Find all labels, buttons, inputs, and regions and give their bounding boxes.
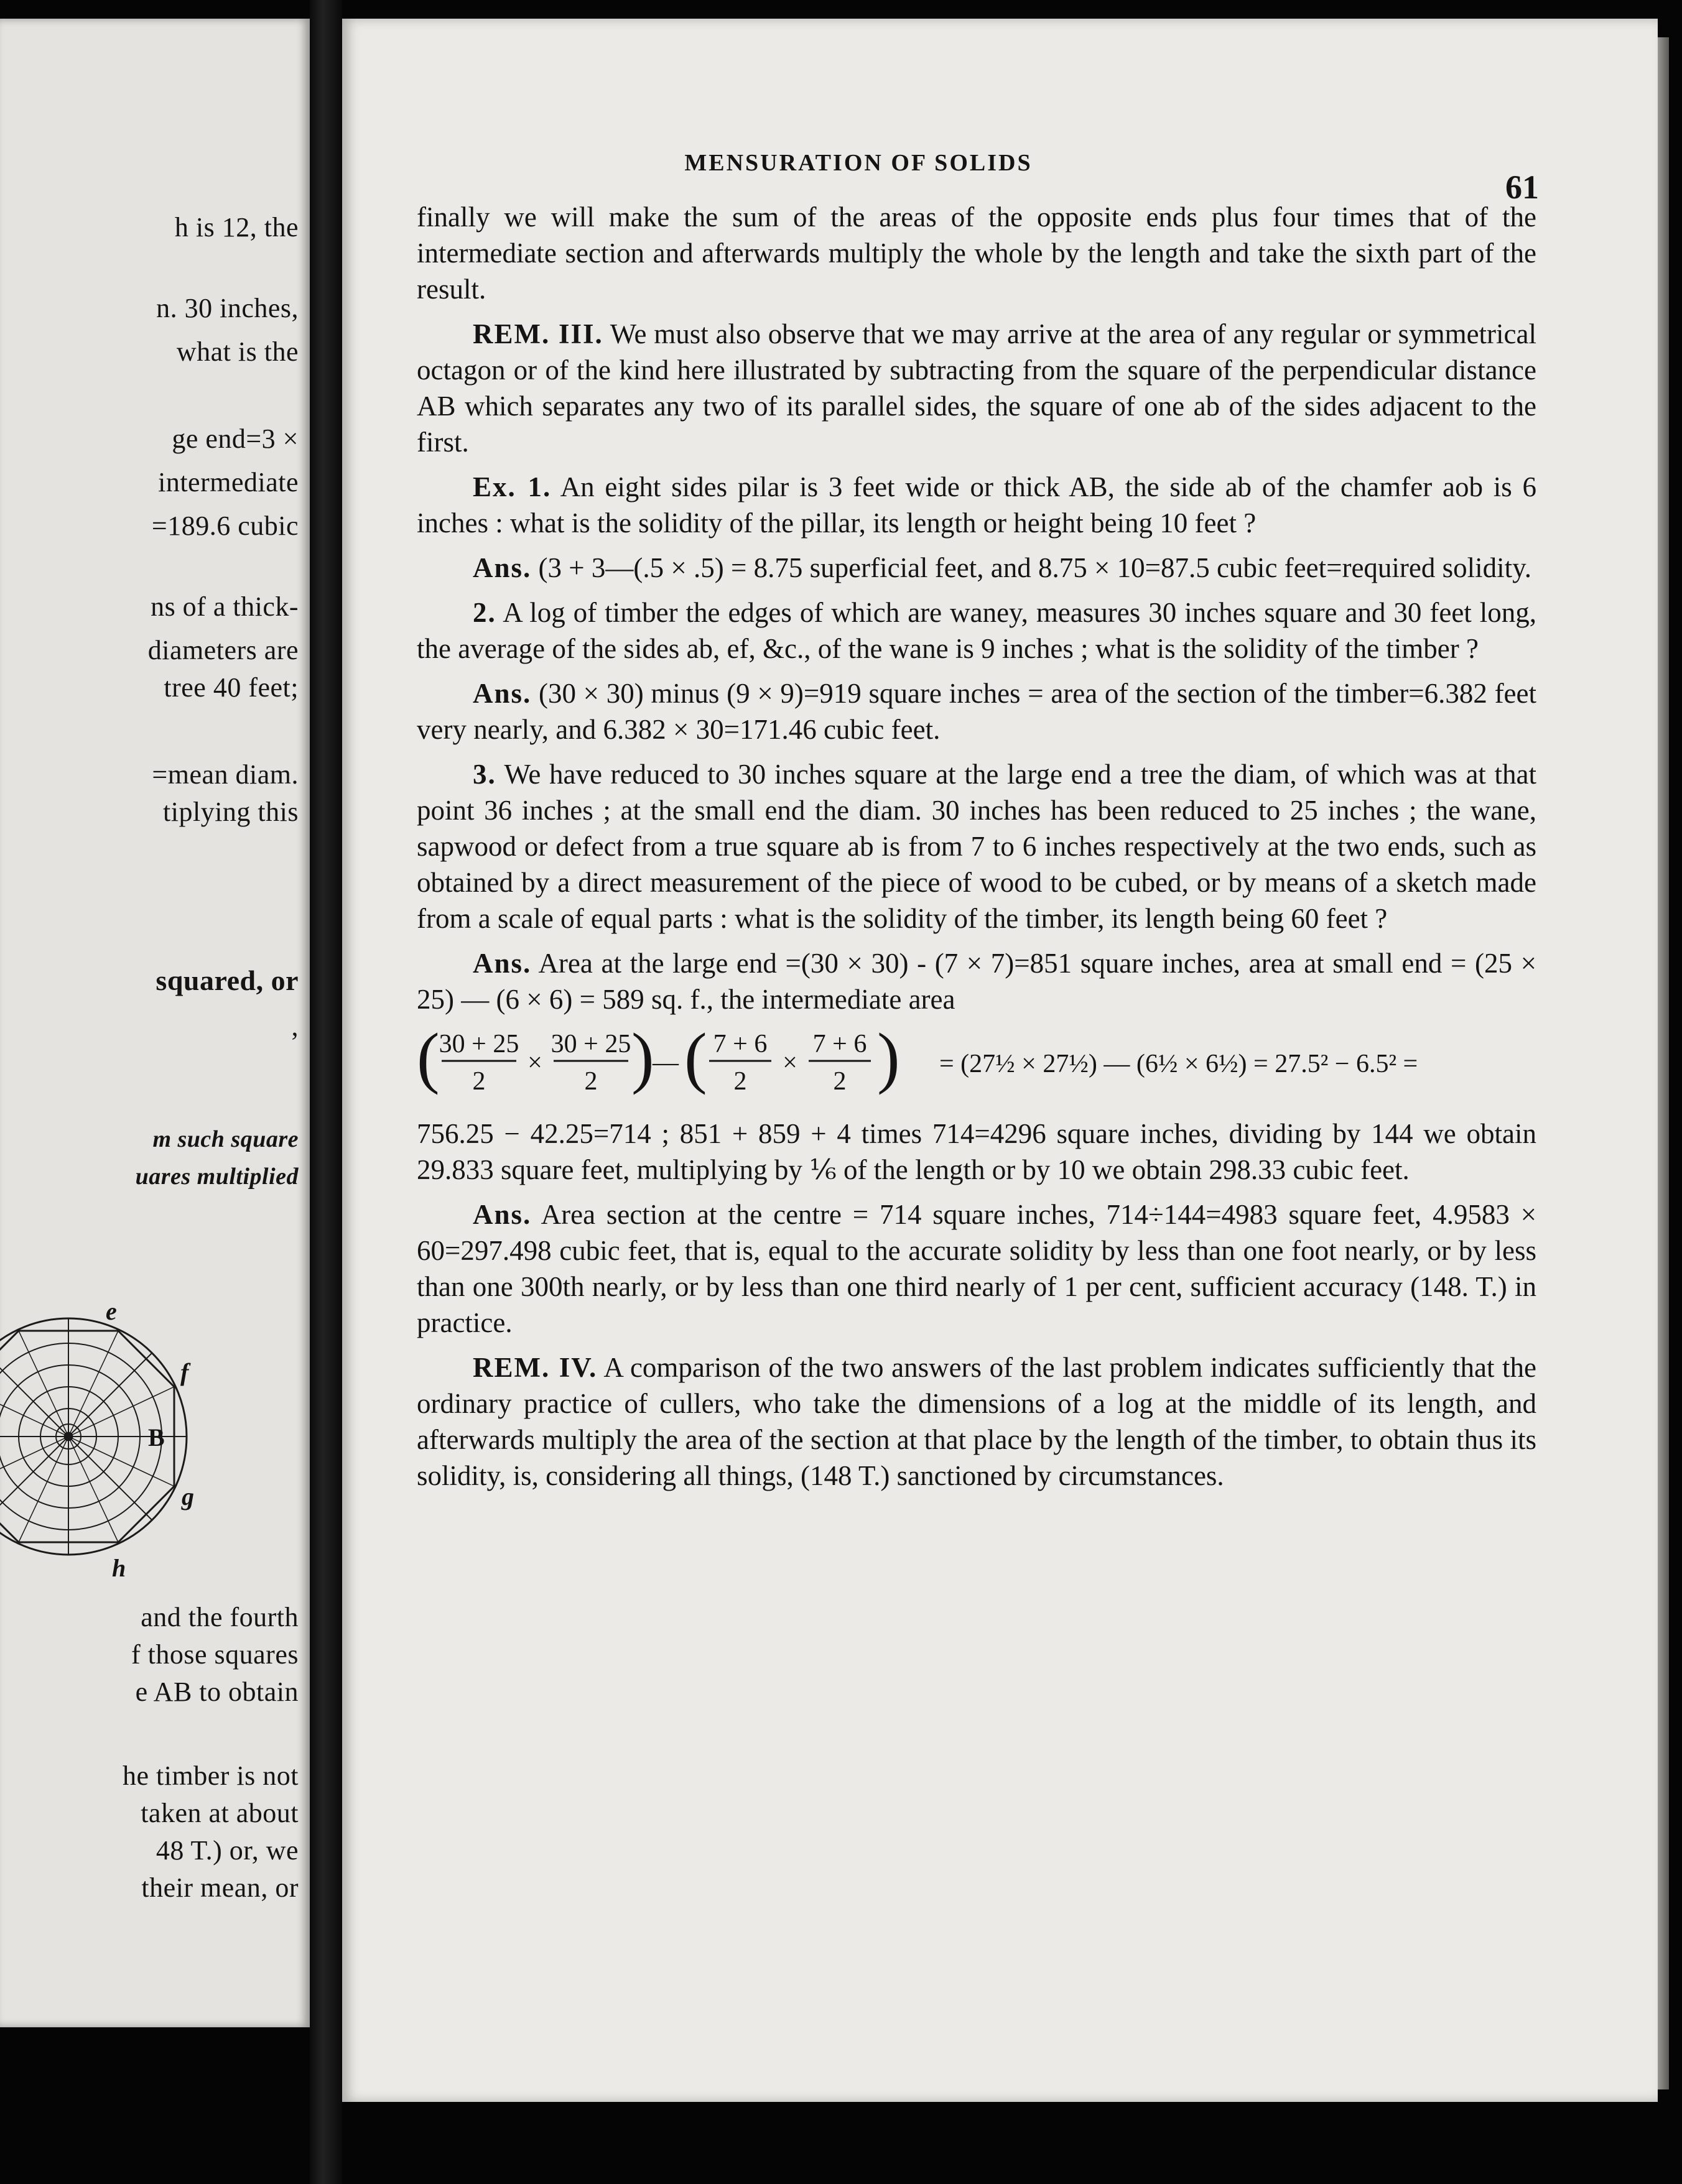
ans4-text: Area section at the centre = 714 square inches, 714÷144=4983 square feet, 4.9583 × 60=297.498 cubic feet, that is, equal to the accurate solidity by less than one foot nearly, or by less than one 300th nearly, or by less than one third nearly of 1 per cent, sufficient accuracy (148. T.) in practice.: [417, 1199, 1536, 1338]
left-line: m such square: [152, 1126, 299, 1152]
fraction-numerator: 7 + 6: [812, 1030, 867, 1058]
ex2-text: A log of timber the edges of which are waney, measures 30 inches square and 30 feet long, the average of the sides ab, ef, &c., of the wane is 9 inches ; what is the solidity of the timber ?: [417, 597, 1536, 664]
diagram-label-e: e: [106, 1297, 117, 1325]
left-line: squared, or: [156, 965, 299, 996]
paragraph-text: finally we will make the sum of the areas of the opposite ends plus four times that of the intermediate section and afterwards multiply the whole by the length and take the sixth part of the result.: [417, 201, 1536, 305]
times-sign: ×: [783, 1048, 797, 1077]
left-line: he timber is not: [123, 1761, 299, 1791]
book-gutter: [310, 0, 342, 2184]
ans3-text: Area at the large end =(30 × 30) - (7 × 7)=851 square inches, area at small end = (25 × 25) — (6 × 6) = 589 sq. f., the intermediate area: [417, 948, 1536, 1015]
left-line: and the fourth: [141, 1602, 299, 1632]
paragraph-rem4: [417, 1349, 1536, 1494]
rem4-lead: REM. IV.: [473, 1352, 598, 1383]
octagon-cross-section-diagram: [0, 1293, 199, 1592]
intermediate-area-formula: [417, 1021, 1536, 1108]
fraction-numerator: 30 + 25: [551, 1030, 631, 1058]
page-number: 61: [1505, 169, 1539, 206]
paren-open: (: [417, 1021, 440, 1095]
ans2-lead: Ans.: [473, 678, 532, 709]
ans2-text: (30 × 30) minus (9 × 9)=919 square inches = area of the section of the timber=6.382 feet very nearly, and 6.382 × 30=171.46 cubic feet.: [417, 678, 1537, 745]
fraction-numerator: 7 + 6: [713, 1030, 768, 1058]
left-line: uares multiplied: [135, 1164, 299, 1190]
left-line: taken at about: [141, 1798, 299, 1828]
fraction-denominator: 2: [584, 1067, 598, 1096]
left-page-fragment: [0, 19, 310, 2027]
left-line: diameters are: [147, 635, 299, 665]
paren-close: ): [631, 1021, 654, 1095]
paragraph-rem3: [417, 316, 1536, 460]
paragraph-ans4: [417, 1196, 1536, 1341]
diagram-label-f: f: [180, 1358, 189, 1386]
paragraph-ex1: [417, 469, 1536, 541]
left-line: ,: [291, 1011, 299, 1042]
ex1-lead: Ex. 1.: [473, 471, 552, 502]
left-line: intermediate: [158, 467, 299, 497]
diagram-label-h: h: [112, 1554, 126, 1582]
diagram-label-g: g: [182, 1483, 194, 1511]
ex3-lead: 3.: [473, 759, 496, 790]
ans3-lead: Ans.: [473, 948, 532, 979]
paragraph-intro: [417, 199, 1536, 307]
page-edge: [1658, 37, 1669, 2089]
ex1-text: An eight sides pilar is 3 feet wide or thick AB, the side ab of the chamfer aob is 6 inches : what is the solidity of the pillar, its length or height being 10 feet ?: [417, 471, 1536, 539]
ex2-lead: 2.: [473, 597, 496, 628]
left-line: e AB to obtain: [135, 1677, 299, 1707]
paragraph-ex3: [417, 756, 1536, 937]
minus-sign: —: [653, 1048, 679, 1077]
paragraph-ex2: [417, 595, 1536, 667]
paragraph-ans2: [417, 675, 1536, 747]
times-sign: ×: [527, 1048, 542, 1077]
rem4-text: A comparison of the two answers of the last problem indicates sufficiently that the ordinary practice of cullers, who take the dimensions of a log at the middle of its length, and afterwards multiply the area of the section at that place by the length of the timber, to obtain thus its solidity, is, considering all things, (148 T.) sanctioned by circumstances.: [417, 1352, 1536, 1491]
left-line: tiplying this: [163, 797, 299, 827]
left-line: h is 12, the: [174, 212, 299, 243]
rem3-lead: REM. III.: [473, 318, 603, 349]
left-line: ns of a thick-: [151, 591, 299, 622]
fraction-denominator: 2: [472, 1067, 486, 1096]
formula-result: = (27½ × 27½) — (6½ × 6½) = 27.5² − 6.5² =: [939, 1050, 1418, 1078]
left-line: f those squares: [131, 1639, 299, 1670]
rem3-text: We must also observe that we may arrive at the area of any regular or symmetrical octagon or of the kind here illustrated by subtracting from the square of the perpendicular distance AB which separates any two of its parallel sides, the square of one ab of the sides adjacent to the first.: [417, 318, 1536, 458]
ans1-text: (3 + 3—(.5 × .5) = 8.75 superficial feet, and 8.75 × 10=87.5 cubic feet=required solidity.: [538, 552, 1531, 583]
page-body: [417, 199, 1536, 1502]
fraction-numerator: 30 + 25: [439, 1030, 519, 1058]
paragraph-ans3: [417, 945, 1536, 1017]
left-line: n. 30 inches,: [156, 293, 299, 323]
paragraph-ans3-continued: [417, 1116, 1536, 1188]
left-line: =189.6 cubic: [151, 511, 299, 541]
left-line: their mean, or: [141, 1872, 299, 1903]
left-line: =mean diam.: [152, 759, 299, 790]
ans1-lead: Ans.: [473, 552, 532, 583]
running-head: MENSURATION OF SOLIDS: [684, 150, 1033, 176]
paren-open: (: [684, 1021, 707, 1095]
ans4-lead: Ans.: [473, 1199, 532, 1230]
diagram-label-b: B: [148, 1423, 165, 1451]
left-line: tree 40 feet;: [164, 672, 299, 703]
fraction-denominator: 2: [833, 1067, 847, 1096]
ans3-cont-text: 756.25 − 42.25=714 ; 851 + 859 + 4 times 714=4296 square inches, dividing by 144 we obtain 29.833 square feet, multiplying by ⅙ of the length or by 10 we obtain 298.33 cubic feet.: [417, 1118, 1536, 1185]
left-line: ge end=3 ×: [172, 423, 299, 454]
paragraph-ans1: [417, 550, 1536, 586]
fraction-denominator: 2: [733, 1067, 747, 1096]
left-line: 48 T.) or, we: [156, 1835, 299, 1866]
paren-close: ): [877, 1021, 900, 1095]
ex3-text: We have reduced to 30 inches square at the large end a tree the diam, of which was at that point 36 inches ; at the small end the diam. 30 inches has been reduced to 25 inches ; the wane, sapwood or defect from a true square ab is from 7 to 6 inches respectively at the two ends, such as obtained by a direct measurement of the piece of wood to be cubed, or by means of a sketch made from a scale of equal parts : what is the solidity of the timber, its length being 60 feet ?: [417, 759, 1537, 934]
left-line: what is the: [176, 336, 299, 367]
